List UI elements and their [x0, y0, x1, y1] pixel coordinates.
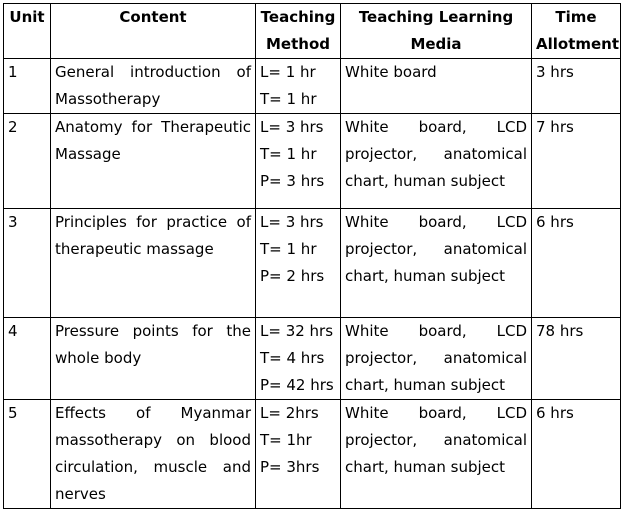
time-cell: 78 hrs: [532, 318, 621, 400]
table-row: [4, 114, 621, 209]
media-cell: White board, LCD projector, anatomical chart, human subject: [341, 400, 532, 509]
header-time: Time Allotment: [532, 4, 621, 59]
header-unit: Unit: [4, 4, 51, 59]
method-cell: L= 2hrs T= 1hr P= 3hrs: [256, 400, 341, 509]
table-row: [4, 209, 621, 318]
header-method: Teaching Method: [256, 4, 341, 59]
media-cell: White board, LCD projector, anatomical chart, human subject: [341, 114, 532, 209]
media-cell: White board, LCD projector, anatomical chart, human subject: [341, 209, 532, 318]
time-cell: 6 hrs: [532, 400, 621, 509]
method-cell: L= 1 hr T= 1 hr: [256, 59, 341, 114]
table-row: [4, 400, 621, 509]
time-cell: 3 hrs: [532, 59, 621, 114]
unit-cell: 3: [4, 209, 51, 318]
content-cell: Principles for practice of therapeutic massage: [51, 209, 256, 318]
method-cell: L= 32 hrs T= 4 hrs P= 42 hrs: [256, 318, 341, 400]
table-row: [4, 318, 621, 400]
content-cell: Pressure points for the whole body: [51, 318, 256, 400]
header-media: Teaching Learning Media: [341, 4, 532, 59]
unit-cell: 5: [4, 400, 51, 509]
method-cell: L= 3 hrs T= 1 hr P= 3 hrs: [256, 114, 341, 209]
content-cell: Anatomy for Therapeutic Massage: [51, 114, 256, 209]
time-cell: 6 hrs: [532, 209, 621, 318]
unit-cell: 1: [4, 59, 51, 114]
unit-cell: 2: [4, 114, 51, 209]
table-row: [4, 59, 621, 114]
content-cell: Effects of Myanmar massotherapy on blood circulation, muscle and nerves: [51, 400, 256, 509]
header-content: Content: [51, 4, 256, 59]
content-cell: General introduction of Massotherapy: [51, 59, 256, 114]
unit-cell: 4: [4, 318, 51, 400]
method-cell: L= 3 hrs T= 1 hr P= 2 hrs: [256, 209, 341, 318]
header-row: [4, 4, 621, 59]
media-cell: White board: [341, 59, 532, 114]
media-cell: White board, LCD projector, anatomical chart, human subject: [341, 318, 532, 400]
syllabus-table: [3, 3, 621, 509]
time-cell: 7 hrs: [532, 114, 621, 209]
